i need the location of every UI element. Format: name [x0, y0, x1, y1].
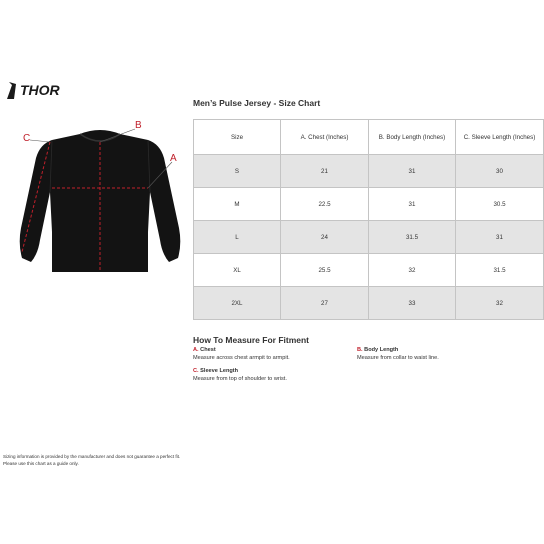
table-header: B. Body Length (Inches) — [369, 120, 456, 155]
measure-chest — [193, 346, 290, 362]
measure-label: Body Length — [364, 347, 399, 353]
label-b: B — [135, 120, 142, 131]
table-cell: 32 — [369, 254, 456, 287]
measure-letter: B. — [357, 347, 363, 353]
table-cell: 31 — [369, 155, 456, 188]
leader-c — [30, 140, 50, 142]
table-cell: 2XL — [194, 287, 281, 320]
measure-body-length — [357, 346, 439, 362]
table-cell: 31.5 — [369, 221, 456, 254]
table-cell: 27 — [281, 287, 369, 320]
table-cell: 30.5 — [456, 188, 544, 221]
disclaimer — [3, 454, 180, 467]
table-header: Size — [194, 120, 281, 155]
table-cell: 21 — [281, 155, 369, 188]
measure-letter: A. — [193, 347, 199, 353]
thor-logo-emblem — [7, 82, 16, 99]
table-cell: L — [194, 221, 281, 254]
measure-text: Measure from top of shoulder to wrist. — [193, 376, 287, 382]
table-row — [194, 287, 544, 320]
jersey-silhouette — [20, 130, 181, 272]
table-cell: XL — [194, 254, 281, 287]
table-cell: 31 — [456, 221, 544, 254]
how-to-measure-heading: How To Measure For Fitment — [193, 335, 310, 345]
table-row — [194, 221, 544, 254]
label-c: C — [23, 133, 31, 144]
measure-letter: C. — [193, 368, 199, 374]
size-chart-table — [193, 119, 544, 320]
table-cell: 22.5 — [281, 188, 369, 221]
thor-logo — [6, 80, 72, 100]
table-cell: 32 — [456, 287, 544, 320]
table-cell: 25.5 — [281, 254, 369, 287]
page-title: Men’s Pulse Jersey - Size Chart — [193, 98, 321, 108]
measure-label: Chest — [200, 347, 216, 353]
measure-text: Measure across chest armpit to armpit. — [193, 355, 290, 361]
table-cell: 24 — [281, 221, 369, 254]
table-cell: 33 — [369, 287, 456, 320]
table-cell: M — [194, 188, 281, 221]
table-cell: 31 — [369, 188, 456, 221]
table-cell: 31.5 — [456, 254, 544, 287]
label-a: A — [170, 153, 177, 164]
table-header: A. Chest (Inches) — [281, 120, 369, 155]
disclaimer-line: Sizing information is provided by the manufacturer and does not guarantee a perfect fit. — [3, 454, 181, 459]
table-row — [194, 188, 544, 221]
table-row — [194, 254, 544, 287]
table-header: C. Sleeve Length (Inches) — [456, 120, 544, 155]
measure-sleeve-length — [193, 367, 287, 383]
jersey-diagram — [14, 112, 192, 282]
table-row — [194, 155, 544, 188]
table-cell: 30 — [456, 155, 544, 188]
logo-text: THOR — [20, 82, 60, 98]
measure-label: Sleeve Length — [200, 368, 239, 374]
table-header-row — [194, 120, 544, 155]
measure-text: Measure from collar to waist line. — [357, 355, 439, 361]
table-cell: S — [194, 155, 281, 188]
disclaimer-line: Please use this chart as a guide only. — [3, 460, 79, 466]
